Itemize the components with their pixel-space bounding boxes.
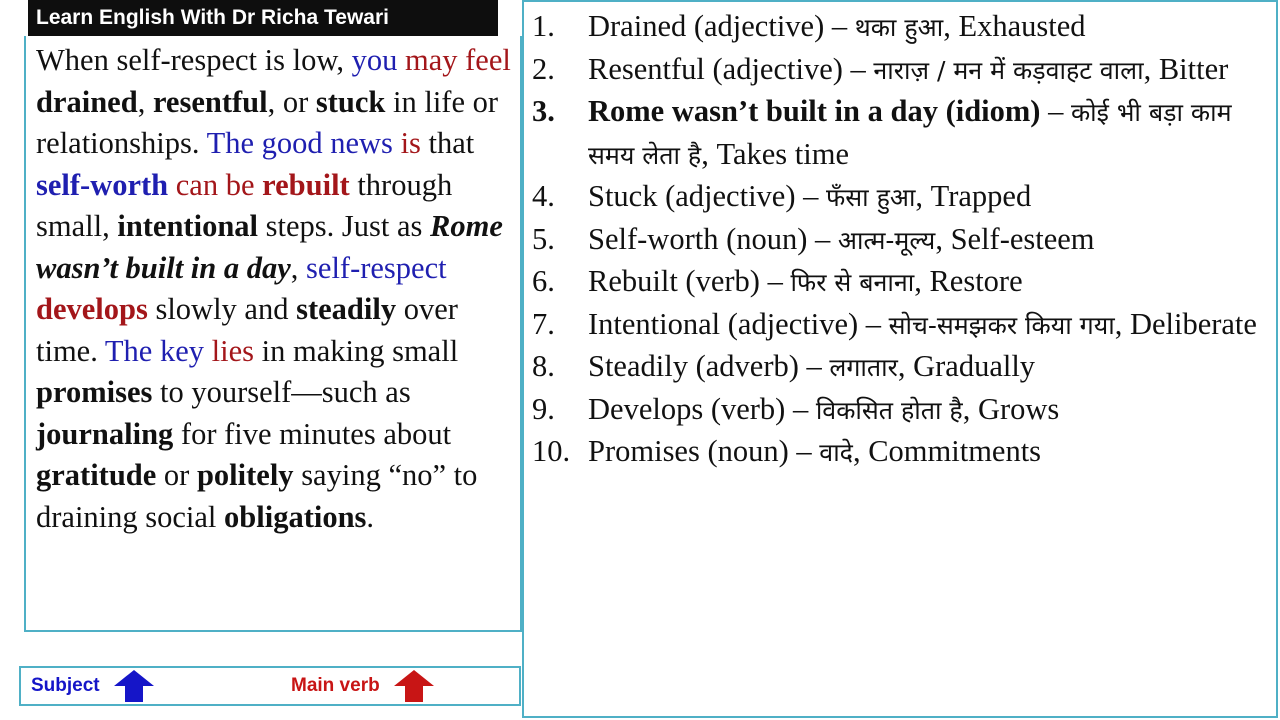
vocab-word-drained: drained [36,84,138,119]
vocab-dash: – [858,306,889,341]
subject-the-key: The key [104,333,205,368]
passage-text-plain: , [290,250,307,285]
vocab-word-obligations: obligations [224,499,367,534]
vocab-term: Develops (verb) [588,391,786,426]
vocab-number: 4. [532,179,555,213]
vocab-dash: – [824,9,855,43]
vocab-english: , Trapped [915,179,1032,213]
vocab-number: 6. [532,264,555,298]
verb-rebuilt: rebuilt [262,167,350,202]
legend-main-verb [291,668,436,704]
vocab-term: Rebuilt (verb) [588,264,760,298]
vocab-item [532,346,1272,389]
vocab-dash: – [795,179,826,213]
passage-text-plain [397,43,405,77]
passage-text-plain [393,126,401,160]
vocabulary-panel [522,0,1278,718]
verb-lies: lies [211,333,254,368]
vocab-hindi: वादे [819,438,853,467]
vocab-english: , Takes time [701,136,849,171]
vocab-word-stuck: stuck [315,84,386,119]
vocab-dash: – [785,391,816,426]
passage-text-plain: slowly and [147,292,297,326]
color-legend [19,666,521,706]
passage-text-plain: in making small [254,333,459,368]
vocab-hindi: विकसित होता है [815,395,963,425]
vocab-dash: – [842,51,874,86]
vocab-hindi: लगातार [829,353,898,382]
blue-up-arrow-icon [112,669,156,703]
vocab-english: , Commitments [852,434,1042,468]
subject-self-worth: self-worth [36,167,169,202]
passage-text-plain: steps. Just as [258,209,431,243]
vocab-number: 5. [532,221,555,256]
idiom-rome: Rome wasn’t built in a day [36,209,503,285]
vocab-dash: – [798,349,830,383]
vocab-number: 7. [532,306,555,341]
legend-subject [31,668,156,704]
vocab-dash: – [1040,94,1071,128]
vocab-english: , Grows [962,391,1060,426]
passage-text-plain [168,168,176,202]
passage-text-plain: or [156,458,197,492]
passage-text-plain: saying “no” to draining social [36,458,478,534]
vocab-hindi: आत्म-मूल्य [837,225,936,255]
vocab-english: , Self-esteem [935,221,1095,256]
vocab-english: , Restore [914,264,1023,298]
passage-text [36,40,514,538]
passage-text-plain: , or [267,84,316,119]
vocab-english: , Gradually [897,349,1036,383]
vocab-term: Promises (noun) [588,434,789,468]
vocab-number: 8. [532,349,555,383]
vocab-item [532,6,1272,49]
vocab-english: , Exhausted [943,9,1086,43]
passage-panel [24,36,522,632]
vocab-item [532,91,1272,176]
passage-text-plain: , [137,84,153,119]
vocab-dash: – [807,221,838,256]
verb-may-feel: may feel [405,43,511,77]
passage-text-plain: that [420,126,475,160]
legend-subject-label: Subject [31,675,100,696]
legend-verb-label: Main verb [291,675,380,696]
vocab-number: 9. [532,391,555,426]
vocabulary-list [532,6,1272,474]
passage-text-plain: for five minutes about [173,416,452,451]
vocab-hindi: सोच-समझकर किया गया [888,310,1115,340]
subject-you: you [351,43,398,77]
vocab-word-steadily: steadily [296,292,397,326]
passage-text-plain: over time. [36,292,458,368]
vocab-item [532,261,1272,304]
vocab-term: Self-worth (noun) [588,221,808,256]
vocab-word-resentful: resentful [152,84,268,119]
vocab-item [532,304,1272,347]
channel-title: Learn English With Dr Richa Tewari [28,0,498,36]
vocab-term: Stuck (adjective) [588,179,796,213]
vocab-hindi: कोई भी बड़ा काम समय लेता है [588,98,1232,170]
vocab-dash: – [788,434,820,468]
vocab-term: Resentful (adjective) [588,51,843,86]
vocab-hindi: फिर से बनाना [790,268,915,297]
passage-text-plain [204,334,212,368]
vocab-number: 2. [532,51,555,86]
vocab-word-intentional: intentional [117,209,259,243]
verb-develops: develops [36,292,148,326]
vocab-number: 3. [532,94,555,128]
vocab-word-promises: promises [36,375,153,409]
passage-text-plain: through small, [36,167,453,243]
vocab-item [532,219,1272,262]
vocab-item [532,49,1272,92]
vocab-item [532,389,1272,432]
vocab-hindi: थका हुआ [854,13,944,42]
vocab-hindi: फँसा हुआ [825,183,916,212]
vocab-word-gratitude: gratitude [36,458,157,492]
vocab-hindi: नाराज़ / मन में कड़वाहट वाला [873,55,1144,85]
vocab-word-politely: politely [196,458,294,492]
red-up-arrow-icon [392,669,436,703]
passage-text-plain: When self-respect is low, [36,43,352,77]
passage-text-plain [255,168,263,202]
subject-self-respect: self-respect [306,250,447,285]
vocab-dash: – [759,264,791,298]
vocab-number: 1. [532,9,555,43]
verb-is: is [400,126,421,160]
vocab-word-journaling: journaling [36,416,174,451]
verb-can-be: can be [175,167,255,202]
vocab-english: , Deliberate [1114,306,1257,341]
vocab-term: Steadily (adverb) [588,349,799,383]
passage-text-plain: to yourself—such as [152,375,411,409]
passage-text-plain: . [366,499,375,534]
vocab-english: , Bitter [1143,51,1229,86]
subject-the-good-news: The good news [206,126,393,160]
passage-text-plain: in life or relationships. [36,84,499,160]
vocab-item [532,176,1272,219]
vocab-term: Rome wasn’t built in a day (idiom) [588,94,1041,128]
vocab-term: Drained (adjective) [588,9,825,43]
vocab-term: Intentional (adjective) [588,306,859,341]
vocab-item [532,431,1272,474]
vocab-number: 10. [532,434,571,468]
